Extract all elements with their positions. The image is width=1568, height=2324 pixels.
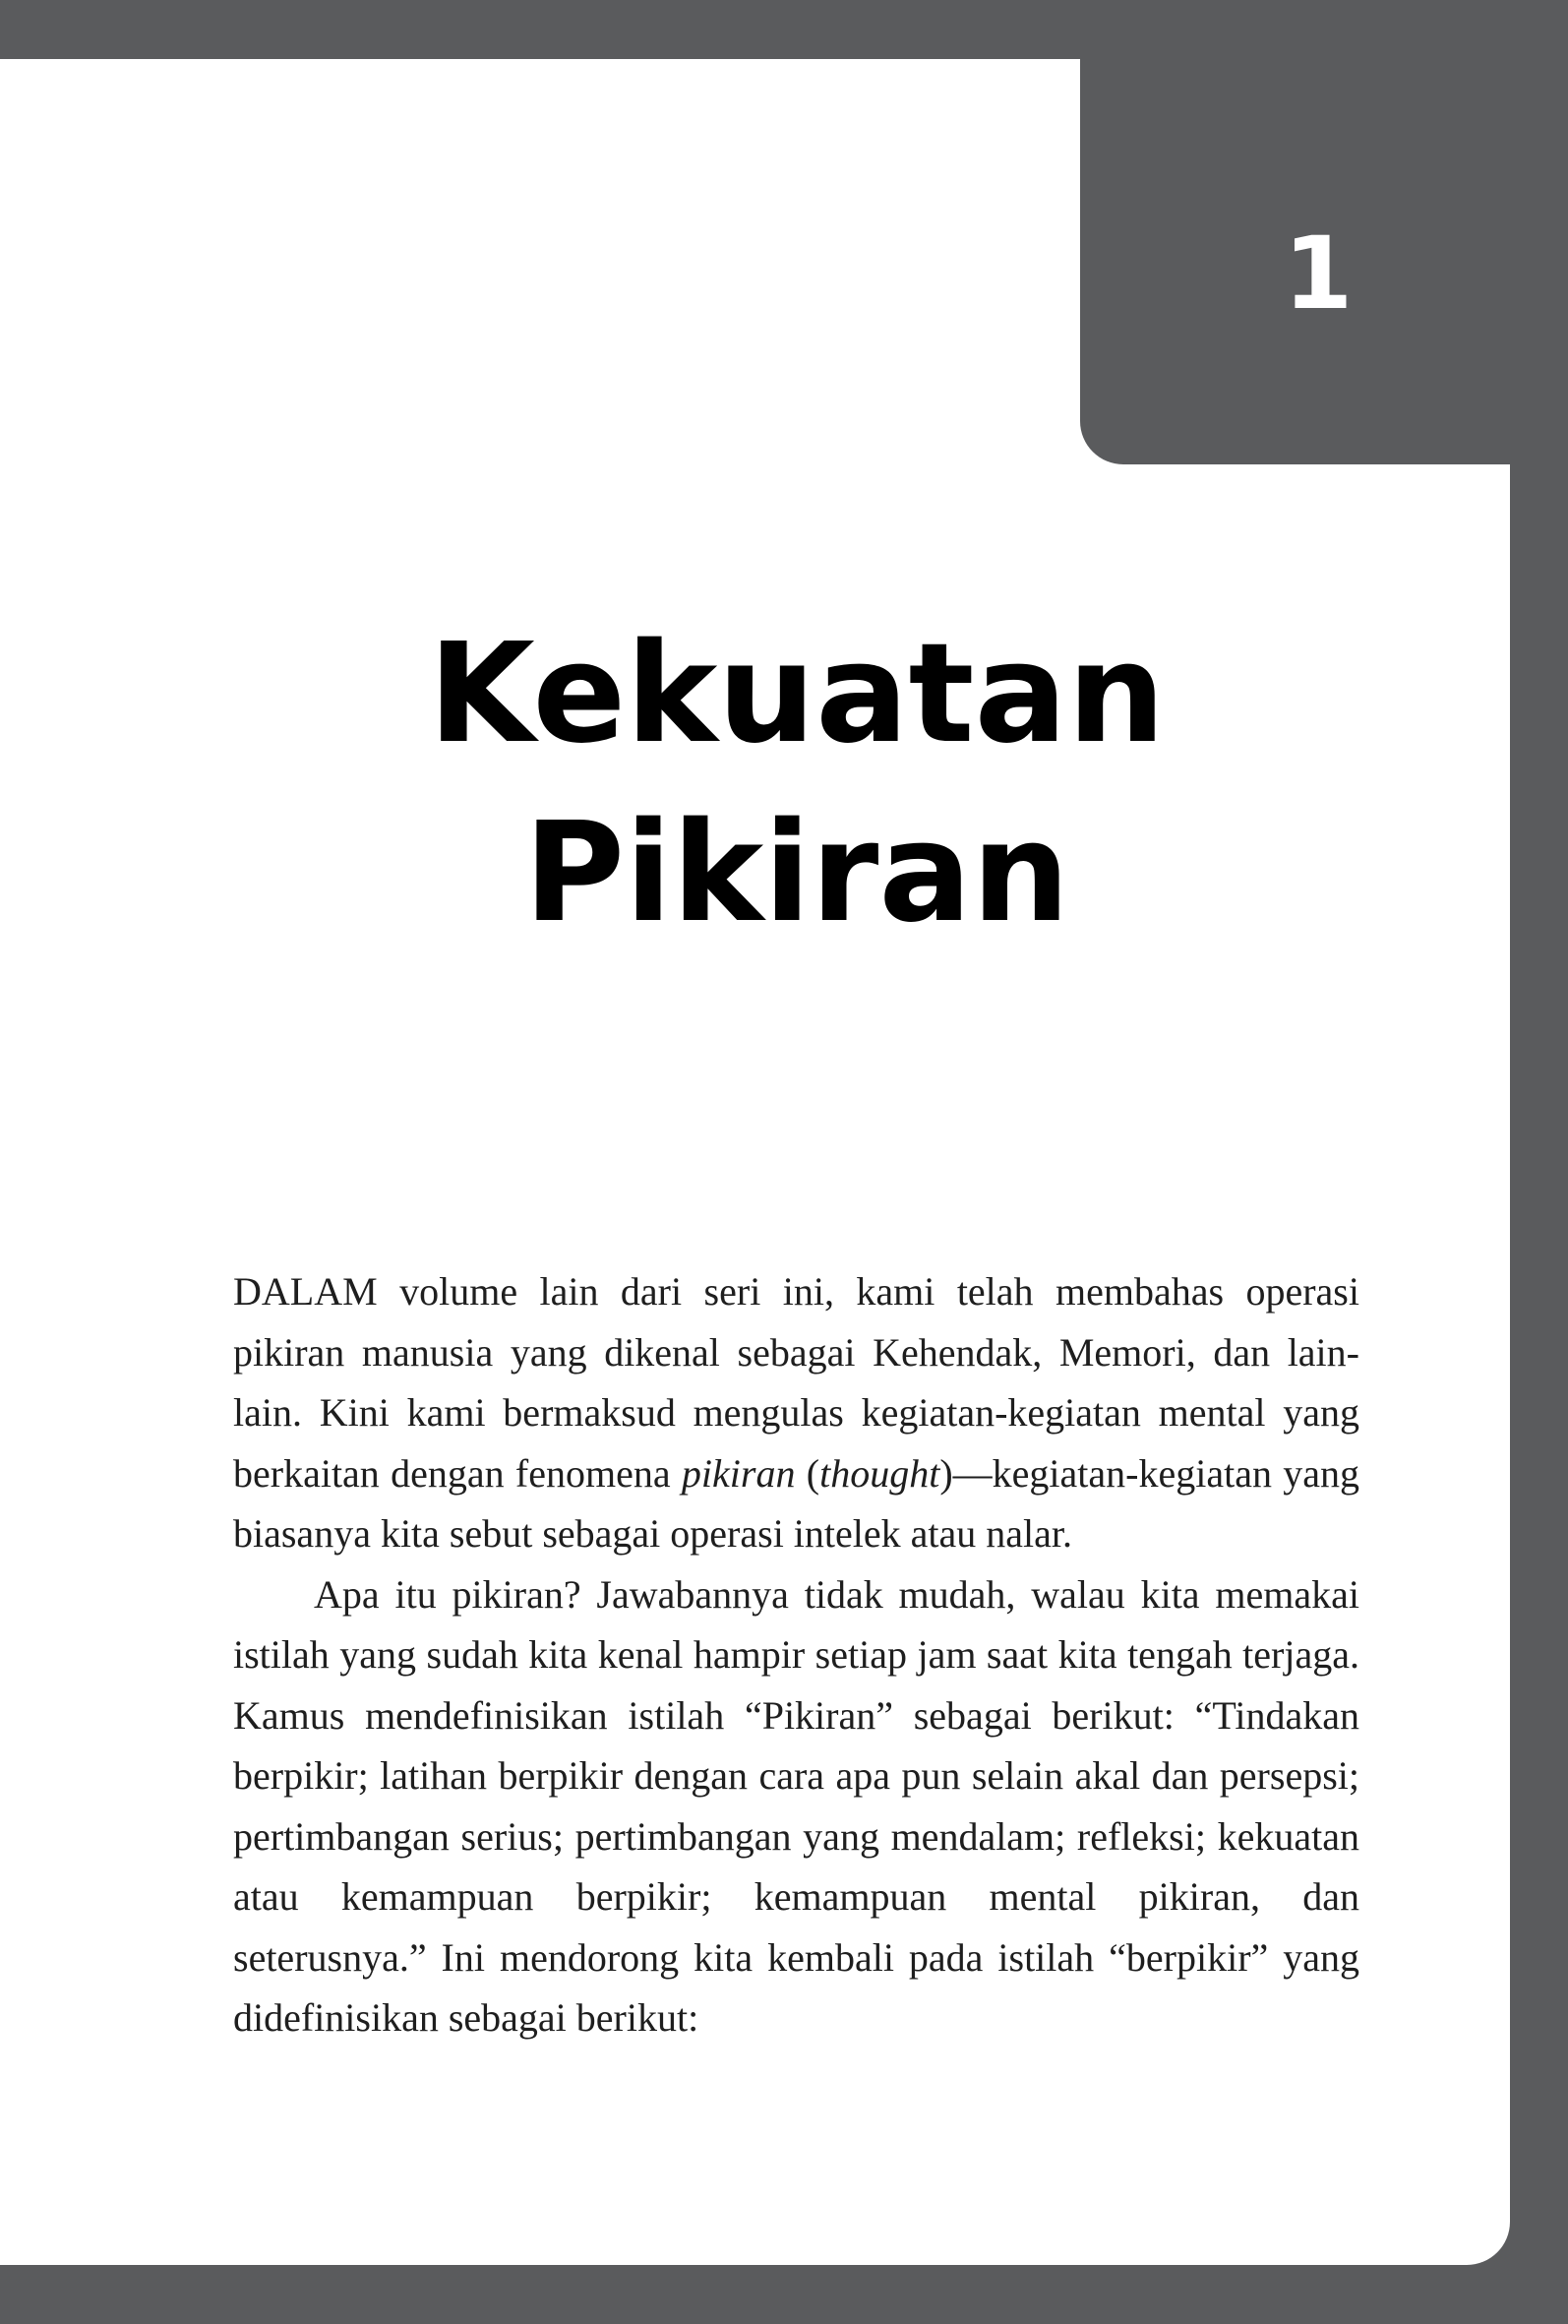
paragraph-2: Apa itu pikiran? Jawabannya tidak mudah, walau kita memakai istilah yang sudah kita kenal hampir setiap jam saat kita tengah terjaga. Kamus mendefinisikan istilah “Pikiran” sebagai berikut: “Tindakan berpikir; latihan berpikir dengan cara apa pun selain akal dan persepsi; pertimbangan serius; pertimbangan yang mendalam; refleksi; kekuatan atau kemampuan berpikir; kemampuan mental pikiran, dan seterusnya.” Ini mendorong kita kembali pada istilah “berpikir” yang didefinisikan sebagai berikut: bbox=[233, 1571, 1359, 2040]
chapter-title-line-1: Kekuatan bbox=[428, 614, 1166, 774]
paragraph-1-italic-thought: thought bbox=[819, 1450, 940, 1496]
paragraph-1-text-c: )—kegiatan-kegiatan yang biasanya kita sebut sebagai operasi intelek atau nalar. bbox=[233, 1450, 1359, 1556]
paragraph-1-italic-pikiran: pikiran bbox=[681, 1450, 796, 1496]
body-text bbox=[233, 1261, 1359, 2049]
chapter-title bbox=[0, 605, 1568, 963]
paragraph-1 bbox=[233, 1261, 1359, 1564]
chapter-number: 1 bbox=[1283, 215, 1354, 333]
chapter-title-line-2: Pikiran bbox=[523, 793, 1070, 953]
paragraph-1-text-a: DALAM volume lain dari seri ini, kami telah membahas operasi pikiran manusia yang dikenal sebagai Kehendak, Memori, dan lain-lain. Kini kami bermaksud mengulas kegiatan-kegiatan mental yang berkaitan dengan fenomena bbox=[233, 1269, 1359, 1496]
paragraph-1-text-b: ( bbox=[795, 1450, 820, 1496]
